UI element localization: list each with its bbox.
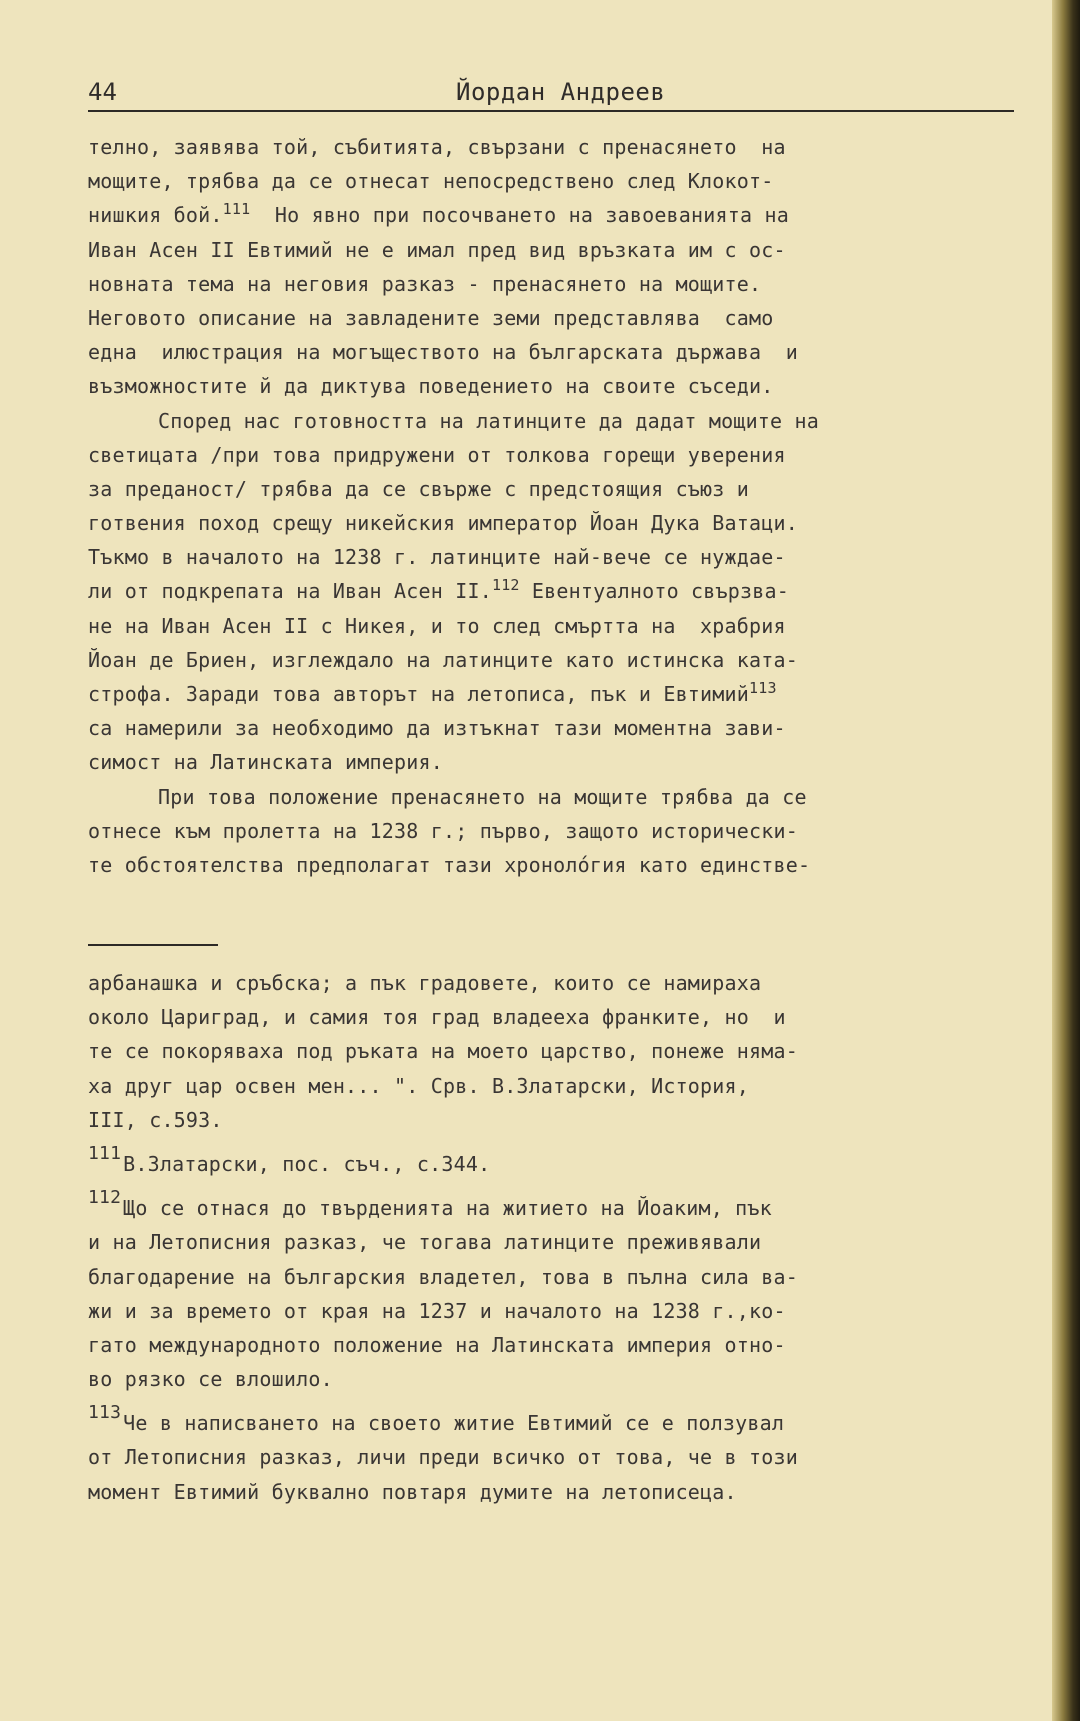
text-line: Тъкмо в началото на 1238 г. латинците най-вече се нуждае- (88, 545, 786, 570)
text-line: готвения поход срещу никейския император Йоан Дука Ватаци. (88, 511, 798, 536)
text-line: една илюстрация на могъществото на българската държава и (88, 340, 798, 365)
paragraph-3 (88, 780, 1030, 883)
note-line: и на Летописния разказ, че тогава латинците преживявали (88, 1230, 762, 1255)
text-line: светицата /при това придружени от толкова горещи уверения (88, 442, 786, 467)
note-line: жи и за времето от края на 1237 и началото на 1238 г.,ко- (88, 1298, 786, 1323)
note-text: Че в написването на своето житие Евтимий се е ползувал (123, 1411, 785, 1436)
footnote-ref-112[interactable]: 112 (491, 576, 520, 595)
paragraph-1 (88, 130, 1030, 404)
text-fragment: Но явно при посочването на завоеванията на (250, 203, 789, 228)
main-text (88, 130, 1030, 882)
note-line: те се покоряваха под ръката на моето царство, понеже няма- (88, 1039, 798, 1064)
note-line: момент Евтимий буквално повтаря думите на летописеца. (88, 1479, 737, 1504)
note-line (88, 1402, 1030, 1440)
running-title: Йордан Андреев (456, 78, 666, 106)
text-line: Неговото описание на завладените земи представлява само (88, 305, 774, 330)
footnote-112 (88, 1187, 1030, 1396)
note-line (88, 1187, 1030, 1225)
text-fragment: ли от подкрепата на Иван Асен II. (88, 579, 492, 604)
text-line: Според нас готовността на латинците да дадат мощите на (158, 408, 820, 433)
note-line: от Летописния разказ, личи преди всичко от това, че в този (88, 1445, 798, 1470)
paragraph-2 (88, 404, 1030, 780)
text-line (88, 198, 1030, 232)
footnote-continuation (88, 966, 1030, 1137)
text-line: не на Иван Асен II с Никея, и то след смъртта на храбрия (88, 613, 786, 638)
text-line (88, 574, 1030, 608)
note-text: Що се отнася до твърденията на житието на Йоаким, пък (123, 1196, 772, 1221)
text-fragment: строфа. Заради това авторът на летописа, пък и Евтимий (88, 682, 750, 706)
text-line: отнесе към пролетта на 1238 г.; първо, защото исторически- (88, 818, 798, 843)
text-line: са намерили за необходимо да изтъкнат тази моментна зави- (88, 716, 786, 741)
text-line: телно, заявява той, събитията, свързани с пренасянето на (88, 135, 786, 159)
text-line: за преданост/ трябва да се свърже с предстоящия съюз и (88, 476, 750, 501)
text-line: те обстоятелства предполагат тази хронолóгия като единстве- (88, 852, 811, 877)
page-number: 44 (88, 78, 117, 106)
text-fragment: нишкия бой. (88, 203, 223, 228)
note-text: В.Златарски, пос. съч., с.344. (123, 1151, 491, 1176)
note-line: III, с.593. (88, 1107, 223, 1132)
footnote-ref-113[interactable]: 113 (749, 679, 777, 697)
note-line (88, 1142, 1030, 1181)
text-line: симост на Латинската империя. (88, 750, 443, 775)
text-fragment: Евентуалното свързва- (519, 579, 789, 604)
text-line: възможностите й да диктува поведението на своите съседи. (88, 374, 774, 399)
footnote-separator (88, 944, 218, 946)
text-line: мощите, трябва да се отнесат непосредствено след Клокот- (88, 169, 774, 194)
page-header (88, 76, 1014, 112)
text-line: новната тема на неговия разказ - пренасянето на мощите. (88, 271, 762, 296)
text-line: Иван Асен II Евтимий не е имал пред вид връзката им с ос- (88, 237, 786, 262)
footnote-113 (88, 1402, 1030, 1509)
footnote-number: 113 (88, 1402, 122, 1424)
footnote-number: 111 (88, 1142, 122, 1164)
page-edge-shadow (1052, 0, 1080, 1721)
note-line: гато международното положение на Латинската империя отно- (88, 1332, 786, 1357)
text-line: При това положение пренасянето на мощите трябва да се (158, 784, 807, 809)
footnote-ref-111[interactable]: 111 (222, 200, 251, 219)
note-line: благодарение на българския владетел, това в пълна сила ва- (88, 1264, 798, 1289)
footnote-number: 112 (88, 1187, 122, 1209)
note-line: около Цариград, и самия тоя град владееха франките, но и (88, 1005, 786, 1030)
note-line: ха друг цар освен мен... ". Срв. В.Златарски, История, (88, 1073, 750, 1098)
footnotes (88, 966, 1030, 1509)
text-line (88, 677, 1030, 711)
footnote-111 (88, 1142, 1030, 1181)
note-line: арбанашка и сръбска; а пък градовете, които се намираха (88, 971, 762, 995)
note-line: во рязко се влошило. (88, 1367, 333, 1392)
text-line: Йоан де Бриен, изглеждало на латинците като истинска ката- (88, 647, 798, 672)
